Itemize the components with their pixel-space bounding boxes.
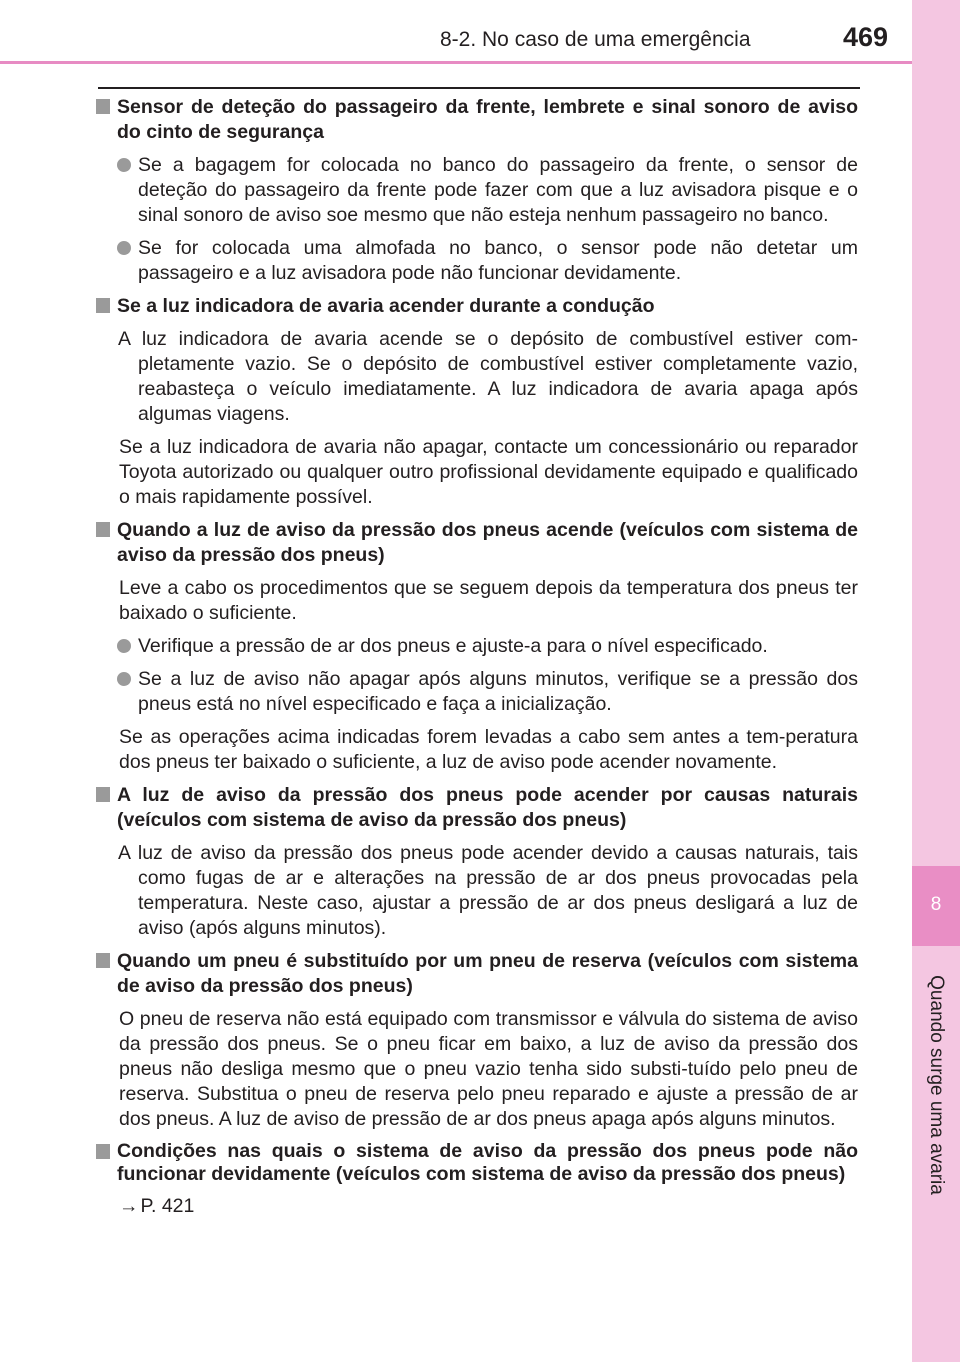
- body-paragraph: Se as operações acima indicadas forem levadas a cabo sem antes a tem-peratura dos pneus ter baixado o suficiente, a luz de aviso pode acender novamente.: [119, 726, 858, 773]
- body-paragraph: A luz indicadora de avaria acende se o depósito de combustível estiver com-pletamente vazio. Se o depósito de combustível estiver completamente vazio, reabasteça o veículo imediatamente. A luz indicadora de avaria apaga após algumas viagens.: [118, 328, 858, 425]
- page-number: 469: [842, 22, 888, 52]
- page-reference: [96, 1194, 858, 1219]
- body-paragraph: A luz de aviso da pressão dos pneus pode acender devido a causas naturais, tais como fugas de ar e alterações na pressão de ar dos pneus provocadas pela temperatura. Neste caso, ajustar a pressão de ar dos pneus desligará a luz de aviso (após alguns minutos).: [118, 842, 858, 939]
- circle-bullet-icon: [117, 672, 131, 686]
- square-bullet-icon: [96, 99, 110, 114]
- body-paragraph: Leve a cabo os procedimentos que se seguem depois da temperatura dos pneus ter baixado o suficiente.: [119, 577, 858, 624]
- section-heading: A luz de aviso da pressão dos pneus pode acender por causas naturais (veículos com sistema de aviso da pressão dos pneus): [96, 783, 858, 833]
- chapter-title: Quando surge uma avaria: [926, 975, 947, 1195]
- section-malfunction-indicator: [96, 294, 858, 510]
- section-natural-causes: [96, 783, 858, 941]
- section-spare-tire: [96, 949, 858, 1132]
- circle-bullet-icon: [117, 158, 131, 172]
- square-bullet-icon: [96, 298, 110, 313]
- section-heading: Quando um pneu é substituído por um pneu de reserva (veículos com sistema de aviso da pressão dos pneus): [96, 949, 858, 999]
- square-bullet-icon: [96, 1144, 110, 1159]
- bullet-item: Se a bagagem for colocada no banco do passageiro da frente, o sensor de deteção do passageiro da frente pode fazer com que a luz avisadora pisque e o sinal sonoro de aviso soe mesmo que não esteja nenhum passageiro no banco.: [96, 153, 858, 228]
- section-heading: Condições nas quais o sistema de aviso da pressão dos pneus pode não funcionar devidamente (veículos com sistema de aviso da pressão dos pneus): [96, 1140, 858, 1186]
- header-rule: [0, 61, 912, 64]
- bullet-item: Se a luz de aviso não apagar após alguns minutos, verifique se a pressão dos pneus está no nível especificado e faça a inicialização.: [96, 667, 858, 717]
- section-heading: Se a luz indicadora de avaria acender durante a condução: [96, 294, 858, 319]
- square-bullet-icon: [96, 522, 110, 537]
- chapter-number: 8: [930, 894, 942, 915]
- page-content: [96, 95, 858, 1219]
- header-section-title: 8-2. No caso de uma emergência: [440, 28, 751, 51]
- bullet-item: Verifique a pressão de ar dos pneus e ajuste-a para o nível especificado.: [96, 634, 858, 659]
- square-bullet-icon: [96, 953, 110, 968]
- section-system-conditions: [96, 1140, 858, 1219]
- body-paragraph: O pneu de reserva não está equipado com transmissor e válvula do sistema de aviso da pressão dos pneus. Se o pneu ficar em baixo, a luz de aviso da pressão dos pneus não desliga mesmo que o pneu vazio tenha sido substi-tuído pelo pneu de reserva. Substitua o pneu de reserva pelo pneu reparado e ajuste a pressão de ar dos pneus. A luz de aviso de pressão de ar dos pneus apaga após alguns minutos.: [119, 1008, 858, 1130]
- section-heading: Quando a luz de aviso da pressão dos pneus acende (veículos com sistema de aviso da pressão dos pneus): [96, 518, 858, 568]
- square-bullet-icon: [96, 787, 110, 802]
- page-reference-link[interactable]: P. 421: [140, 1195, 195, 1217]
- section-seat-sensor: [96, 95, 858, 286]
- section-tire-pressure-light: [96, 518, 858, 775]
- body-paragraph: Se a luz indicadora de avaria não apagar, contacte um concessionário ou reparador Toyota autorizado ou qualquer outro profissional devidamente equipado e qualificado o mais rapidamente possível.: [119, 436, 858, 508]
- circle-bullet-icon: [117, 639, 131, 653]
- bullet-item: Se for colocada uma almofada no banco, o sensor pode não detetar um passageiro e a luz avisadora pode não funcionar devidamente.: [96, 236, 858, 286]
- circle-bullet-icon: [117, 241, 131, 255]
- arrow-right-icon: →: [119, 1195, 139, 1217]
- section-heading: Sensor de deteção do passageiro da frente, lembrete e sinal sonoro de aviso do cinto de segurança: [96, 95, 858, 145]
- content-top-rule: [98, 87, 860, 89]
